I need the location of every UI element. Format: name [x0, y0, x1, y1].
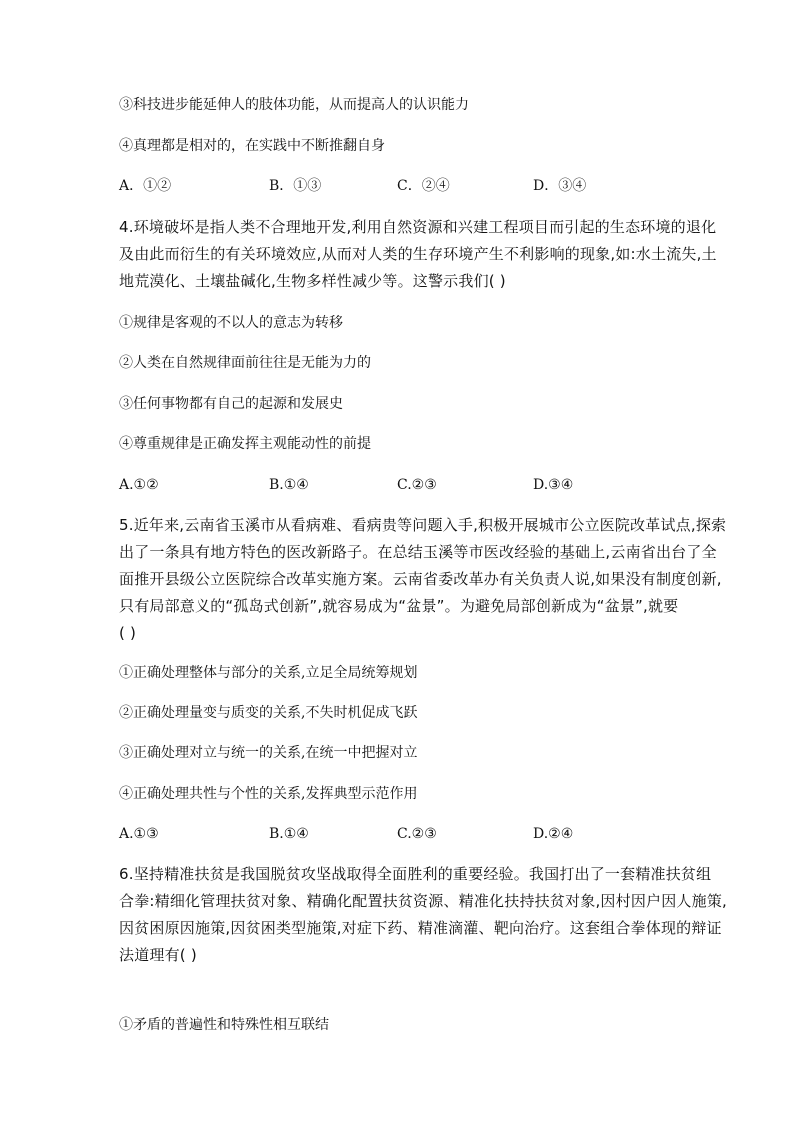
q5-stem-line-4: 只有局部意义的“孤岛式创新”,就容易成为“盆景”。为避免局部创新成为“盆景”,就要 [119, 597, 679, 615]
q3-option-b: B．①③ [269, 178, 322, 194]
q4-statement-1: ①规律是客观的不以人的意志为转移 [119, 315, 343, 331]
q4-options [119, 475, 679, 495]
q5-stem-line-3: 面推开县级公立医院综合改革实施方案。云南省委改革办有关负责人说,如果没有制度创新, [119, 570, 722, 588]
q6-stem-line-2: 合拳:精细化管理扶贫对象、精确化配置扶贫资源、精准化扶持扶贫对象,因村因户因人施策, [119, 892, 727, 910]
q5-statement-1: ①正确处理整体与部分的关系,立足全局统筹规划 [119, 665, 418, 681]
q4-stem-line-3: 地荒漠化、土壤盐碱化,生物多样性减少等。这警示我们( ) [119, 272, 506, 290]
q6-stem-line-3: 因贫困原因施策,因贫困类型施策,对症下药、精准滴灌、靶向治疗。这套组合拳体现的辩证 [119, 919, 722, 937]
q5-statement-4: ④正确处理共性与个性的关系,发挥典型示范作用 [119, 786, 418, 802]
q3-statement-4: ④真理都是相对的，在实践中不断推翻自身 [119, 138, 385, 154]
q5-options [119, 824, 679, 844]
q3-option-a: A．①② [119, 178, 172, 194]
q5-stem-line-1: 5.近年来,云南省玉溪市从看病难、看病贵等问题入手,积极开展城市公立医院改革试点,探索 [119, 516, 727, 534]
q4-statement-2: ②人类在自然规律面前往往是无能为力的 [119, 355, 371, 371]
q4-option-d: D.③④ [533, 477, 574, 493]
q3-option-d: D．③④ [533, 178, 587, 194]
q3-options [119, 176, 679, 196]
q4-option-a: A.①② [119, 477, 159, 493]
q6-statement-1: ①矛盾的普遍性和特殊性相互联结 [119, 1017, 329, 1033]
q4-stem-line-1: 4.环境破坏是指人类不合理地开发,利用自然资源和兴建工程项目而引起的生态环境的退化 [119, 218, 717, 236]
q4-statement-3: ③任何事物都有自己的起源和发展史 [119, 396, 343, 412]
q3-option-c: C．②④ [397, 178, 450, 194]
q5-option-d: D.②④ [533, 826, 574, 842]
q5-option-b: B.①④ [269, 826, 309, 842]
q4-statement-4: ④尊重规律是正确发挥主观能动性的前提 [119, 436, 371, 452]
q4-option-b: B.①④ [269, 477, 309, 493]
q5-stem-line-2: 出了一条具有地方特色的医改新路子。在总结玉溪等市医改经验的基础上,云南省出台了全 [119, 543, 717, 561]
q4-option-c: C.②③ [397, 477, 437, 493]
q5-stem-line-5: ( ) [119, 624, 137, 642]
q5-option-c: C.②③ [397, 826, 437, 842]
q5-statement-3: ③正确处理对立与统一的关系,在统一中把握对立 [119, 745, 418, 761]
q6-stem-line-4: 法道理有( ) [119, 946, 197, 964]
q6-stem-line-1: 6.坚持精准扶贫是我国脱贫攻坚战取得全面胜利的重要经验。我国打出了一套精准扶贫组 [119, 865, 712, 883]
q4-stem-line-2: 及由此而衍生的有关环境效应,从而对人类的生存环境产生不利影响的现象,如:水土流失,土 [119, 245, 717, 263]
q5-option-a: A.①③ [119, 826, 159, 842]
q5-statement-2: ②正确处理量变与质变的关系,不失时机促成飞跃 [119, 705, 418, 721]
q3-statement-3: ③科技进步能延伸人的肢体功能，从而提高人的认识能力 [119, 97, 469, 113]
